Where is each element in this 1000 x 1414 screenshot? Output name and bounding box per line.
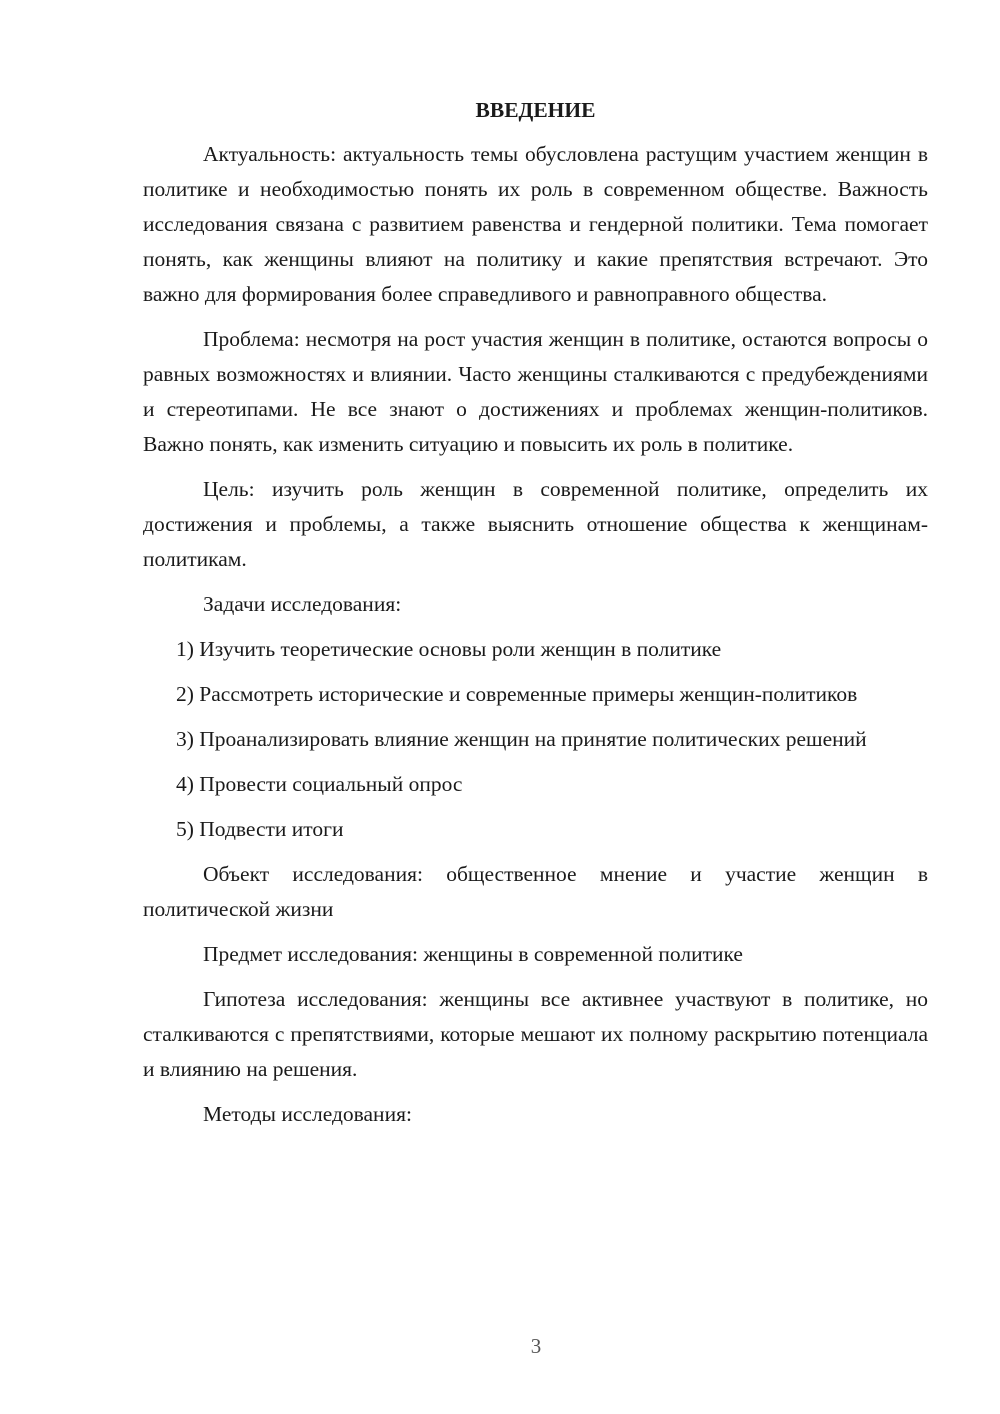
tasks-heading: Задачи исследования: <box>203 592 402 616</box>
subject-paragraph: Предмет исследования: женщины в современной политике <box>203 942 743 966</box>
goal-paragraph: Цель: изучить роль женщин в современной политике, определить их достижения и проблемы, а также выяснить отношение общества к женщинам-политикам. <box>143 477 928 571</box>
document-page <box>143 92 928 1132</box>
task-item-4: 4) Провести социальный опрос <box>176 772 463 796</box>
problem-paragraph: Проблема: несмотря на рост участия женщин в политике, остаются вопросы о равных возможностях и влиянии. Часто женщины сталкиваются с предубеждениями и стереотипами. Не все знают о достижениях и проблемах женщин-политиков. Важно понять, как изменить ситуацию и повысить их роль в политике. <box>143 327 928 456</box>
hypothesis-paragraph: Гипотеза исследования: женщины все активнее участвуют в политике, но сталкиваются с препятствиями, которые мешают их полному раскрытию потенциала и влиянию на решения. <box>143 987 928 1081</box>
relevance-paragraph: Актуальность: актуальность темы обусловлена растущим участием женщин в политике и необходимостью понять их роль в современном обществе. Важность исследования связана с развитием равенства и гендерной политики. Тема помогает понять, как женщины влияют на политику и какие препятствия встречают. Это важно для формирования более справедливого и равноправного общества. <box>143 142 928 306</box>
methods-heading: Методы исследования: <box>203 1102 412 1126</box>
task-item-5: 5) Подвести итоги <box>176 817 344 841</box>
task-item-2: 2) Рассмотреть исторические и современные примеры женщин-политиков <box>176 682 858 706</box>
task-item-3: 3) Проанализировать влияние женщин на принятие политических решений <box>176 727 867 751</box>
page-number: 3 <box>530 1334 542 1358</box>
object-paragraph: Объект исследования: общественное мнение и участие женщин в политической жизни <box>143 862 928 921</box>
task-item-1: 1) Изучить теоретические основы роли женщин в политике <box>176 637 722 661</box>
section-title: ВВЕДЕНИЕ <box>475 98 596 122</box>
